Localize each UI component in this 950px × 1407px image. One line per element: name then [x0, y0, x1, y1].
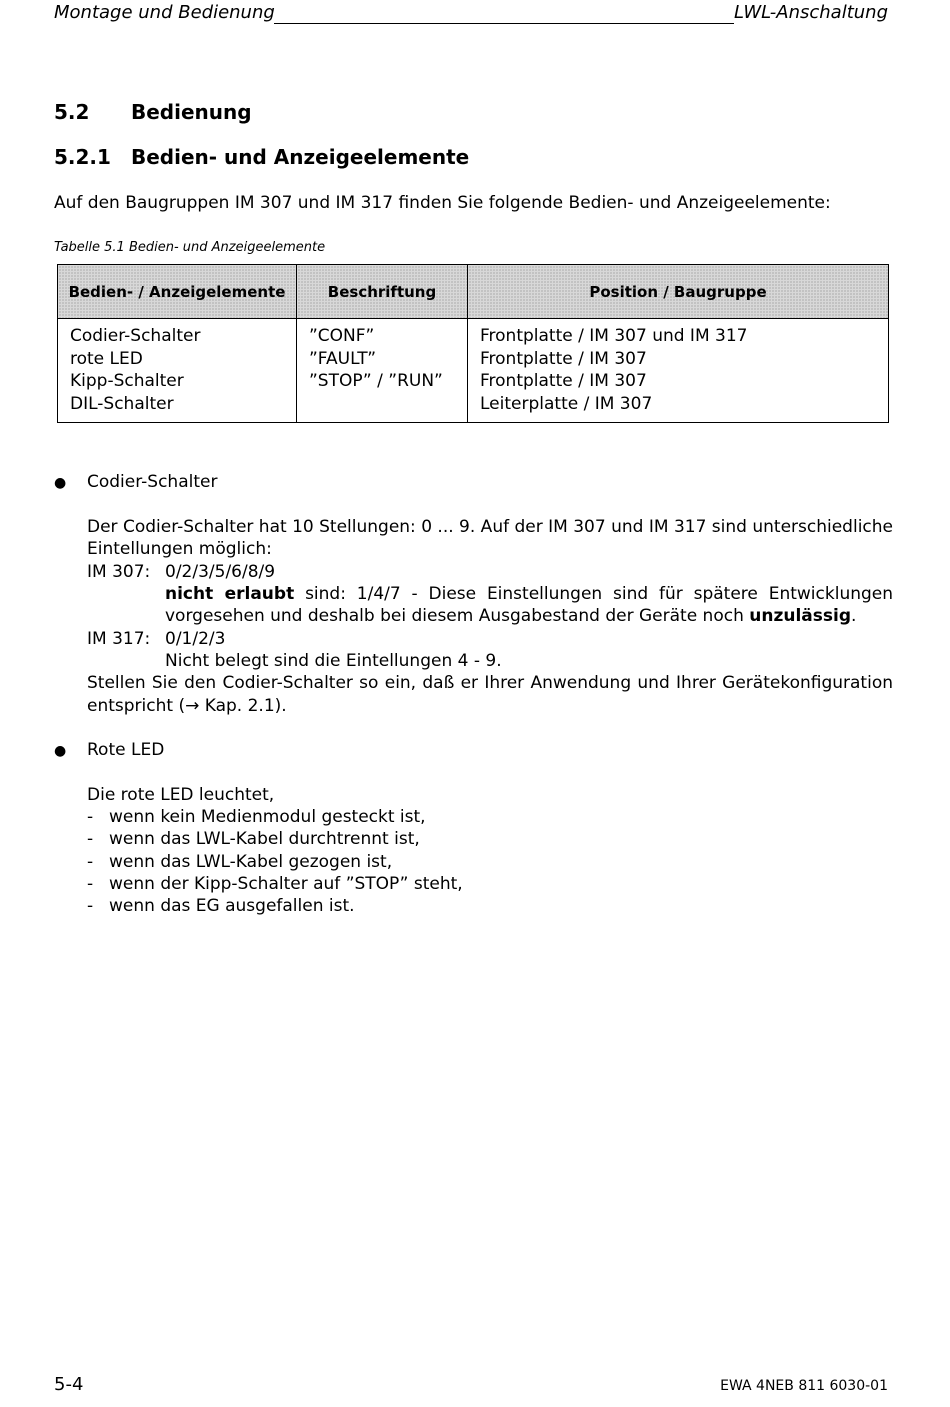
- table-cell-position: [468, 319, 889, 423]
- bullet-dot-icon: ●: [54, 475, 67, 491]
- table-header-labeling: Beschriftung: [297, 265, 468, 319]
- dash-icon: -: [87, 874, 94, 894]
- bullet-dot-icon: ●: [54, 743, 67, 759]
- note-rest: sind: 1/4/7 - Diese Einstellungen sind für spätere Entwicklungen: [294, 584, 894, 604]
- led-intro: Die rote LED leuchtet,: [87, 785, 275, 805]
- note-bold: nicht erlaubt: [165, 584, 295, 604]
- table-cell-line: ”FAULT”: [309, 348, 377, 369]
- table-cell-line: Frontplatte / IM 307: [480, 371, 647, 391]
- subsection-heading: [54, 145, 469, 169]
- table-cell-line: Kipp-Schalter: [70, 371, 184, 391]
- header-right: LWL-Anschaltung: [734, 2, 888, 23]
- list-item-text: wenn das EG ausgefallen ist.: [109, 896, 355, 916]
- list-item-text: wenn das LWL-Kabel gezogen ist,: [109, 852, 393, 872]
- page-header: [54, 2, 888, 26]
- codier-p2-line2: entspricht (→ Kap. 2.1).: [87, 696, 287, 716]
- list-item: [87, 828, 420, 851]
- table-cell-line: ”CONF”: [309, 326, 375, 346]
- im307-note-line1: [165, 583, 893, 606]
- table-cell-line: Codier-Schalter: [70, 326, 201, 346]
- list-item: [87, 895, 355, 918]
- list-item: [87, 806, 426, 829]
- note-line2: vorgesehen und deshalb bei diesem Ausgabestand der Geräte noch: [165, 606, 750, 626]
- table-caption: Tabelle 5.1 Bedien- und Anzeigeelemente: [54, 240, 326, 255]
- codier-p1-line2: Eintellungen möglich:: [87, 539, 272, 559]
- note-bold-2: unzulässig: [749, 606, 851, 626]
- list-item-text: wenn das LWL-Kabel durchtrennt ist,: [109, 829, 420, 849]
- table-header-position: Position / Baugruppe: [468, 265, 889, 319]
- list-item: [87, 851, 392, 874]
- codier-title: Codier-Schalter: [87, 472, 218, 492]
- dash-icon: -: [87, 807, 94, 827]
- table-cell-line: Leiterplatte / IM 307: [480, 393, 653, 414]
- list-item: [87, 873, 463, 896]
- section-heading: [54, 100, 252, 124]
- subsection-title: Bedien- und Anzeigeelemente: [131, 145, 470, 169]
- table-header-elements: Bedien- / Anzeigelemente: [58, 265, 297, 319]
- table-cell-elements: [58, 319, 297, 423]
- dash-icon: -: [87, 896, 94, 916]
- header-left: Montage und Bedienung: [54, 2, 275, 23]
- document-number: EWA 4NEB 811 6030-01: [720, 1378, 888, 1394]
- im317-values: 0/1/2/3: [165, 629, 226, 649]
- elements-table: [57, 264, 889, 423]
- table-cell-line: Frontplatte / IM 307: [480, 348, 647, 369]
- im307-values: 0/2/3/5/6/8/9: [165, 562, 276, 582]
- dash-icon: -: [87, 852, 94, 872]
- section-title: Bedienung: [131, 100, 252, 124]
- table-cell-labeling: [297, 319, 468, 423]
- table-header-row: [58, 265, 889, 319]
- table-cell-line: Frontplatte / IM 307 und IM 317: [480, 326, 748, 346]
- list-item-text: wenn kein Medienmodul gesteckt ist,: [109, 807, 426, 827]
- led-title: Rote LED: [87, 740, 165, 760]
- header-rule: [274, 23, 734, 24]
- im307-note-line2: [165, 605, 893, 628]
- page-number: 5-4: [54, 1374, 84, 1395]
- intro-paragraph: Auf den Baugruppen IM 307 und IM 317 finden Sie folgende Bedien- und Anzeigeelemente:: [54, 193, 831, 213]
- table-row: [58, 319, 889, 423]
- section-number: 5.2: [54, 100, 90, 124]
- list-item-text: wenn der Kipp-Schalter auf ”STOP” steht,: [109, 874, 463, 894]
- table-cell-line: rote LED: [70, 348, 143, 369]
- subsection-number: 5.2.1: [54, 145, 111, 169]
- dash-icon: -: [87, 829, 94, 849]
- note-end: .: [851, 606, 857, 626]
- codier-p2-line1: Stellen Sie den Codier-Schalter so ein, daß er Ihrer Anwendung und Ihrer Gerätekonfiguration: [87, 673, 893, 693]
- im307-label: IM 307:: [87, 562, 151, 582]
- im317-note: Nicht belegt sind die Eintellungen 4 - 9.: [165, 651, 502, 671]
- table-cell-line: ”STOP” / ”RUN”: [309, 371, 443, 391]
- table-cell-line: DIL-Schalter: [70, 393, 174, 414]
- im317-label: IM 317:: [87, 629, 151, 649]
- codier-p1-line1: Der Codier-Schalter hat 10 Stellungen: 0 ... 9. Auf der IM 307 und IM 317 sind unterschiedliche: [87, 517, 893, 537]
